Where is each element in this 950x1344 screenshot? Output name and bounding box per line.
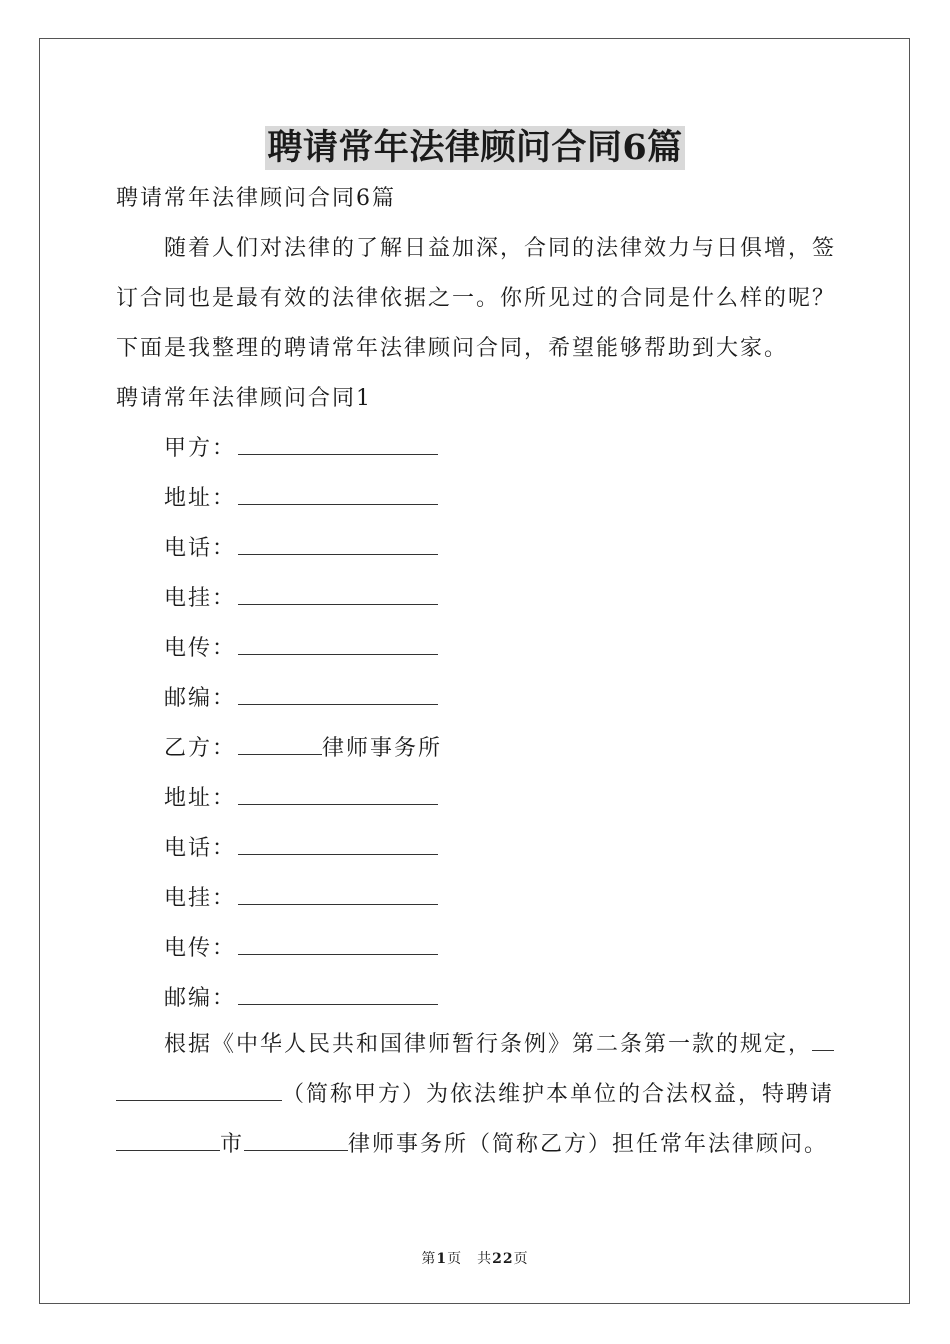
page-footer: [0, 1248, 950, 1268]
footer-text: 第: [421, 1251, 437, 1267]
field-label: 电传：: [164, 636, 237, 661]
party-fields: [164, 424, 442, 1024]
party-b-address-row: [164, 774, 442, 824]
field-label: 邮编：: [164, 686, 237, 711]
party-a-postcode-row: [164, 674, 442, 724]
blank-line: [238, 930, 438, 955]
blank-line: [238, 980, 438, 1005]
party-a-phone-row: [164, 524, 442, 574]
document-title: 聘请常年法律顾问合同6篇: [267, 127, 683, 168]
party-b-postcode-row: [164, 974, 442, 1024]
party-a-name-row: [164, 424, 442, 474]
party-a-address-row: [164, 474, 442, 524]
blank-line: [238, 880, 438, 905]
field-label: 电挂：: [164, 886, 237, 911]
blank-line: [116, 1078, 282, 1101]
blank-line: [244, 1128, 348, 1151]
footer-text: 页: [513, 1251, 529, 1267]
blank-line: [238, 630, 438, 655]
blank-line: [238, 830, 438, 855]
field-label: 乙方：: [164, 736, 237, 761]
page-number: 1: [436, 1251, 448, 1267]
party-a-fax-row: [164, 624, 442, 674]
title-container: [0, 126, 950, 170]
law-firm-suffix: 律师事务所: [322, 736, 443, 761]
party-b-fax-row: [164, 924, 442, 974]
blank-line: [116, 1128, 220, 1151]
blank-line: [238, 480, 438, 505]
party-b-phone-row: [164, 824, 442, 874]
blank-line: [238, 680, 438, 705]
field-label: 地址：: [164, 786, 237, 811]
field-label: 甲方：: [164, 436, 237, 461]
blank-line: [238, 580, 438, 605]
field-label: 电挂：: [164, 586, 237, 611]
clause-text-1: 根据《中华人民共和国律师暂行条例》第二条第一款的规定，: [164, 1032, 813, 1057]
blank-line: [238, 780, 438, 805]
blank-line: [238, 430, 438, 455]
blank-line: [812, 1028, 834, 1051]
field-label: 邮编：: [164, 986, 237, 1011]
party-a-cable-row: [164, 574, 442, 624]
party-b-name-row: [164, 724, 442, 774]
field-label: 电话：: [164, 836, 237, 861]
party-b-cable-row: [164, 874, 442, 924]
section-heading: 聘请常年法律顾问合同1: [116, 386, 372, 411]
intro-paragraph: 随着人们对法律的了解日益加深，合同的法律效力与日俱增，签订合同也是最有效的法律依据之一。你所见过的合同是什么样的呢？下面是我整理的聘请常年法律顾问合同，希望能够帮助到大家。: [116, 236, 837, 361]
page-total: 22: [492, 1251, 514, 1267]
field-label: 电传：: [164, 936, 237, 961]
field-label: 地址：: [164, 486, 237, 511]
clause-paragraph: [116, 1020, 836, 1170]
document-subtitle: 聘请常年法律顾问合同6篇: [116, 186, 396, 211]
clause-text-3: 市: [220, 1132, 245, 1157]
footer-text: 页 共: [447, 1251, 493, 1267]
clause-text-2: （简称甲方）为依法维护本单位的合法权益，特聘请: [282, 1082, 835, 1107]
blank-line: [238, 530, 438, 555]
field-label: 电话：: [164, 536, 237, 561]
clause-text-4: 律师事务所（简称乙方）担任常年法律顾问。: [348, 1132, 829, 1157]
blank-line: [238, 730, 322, 755]
